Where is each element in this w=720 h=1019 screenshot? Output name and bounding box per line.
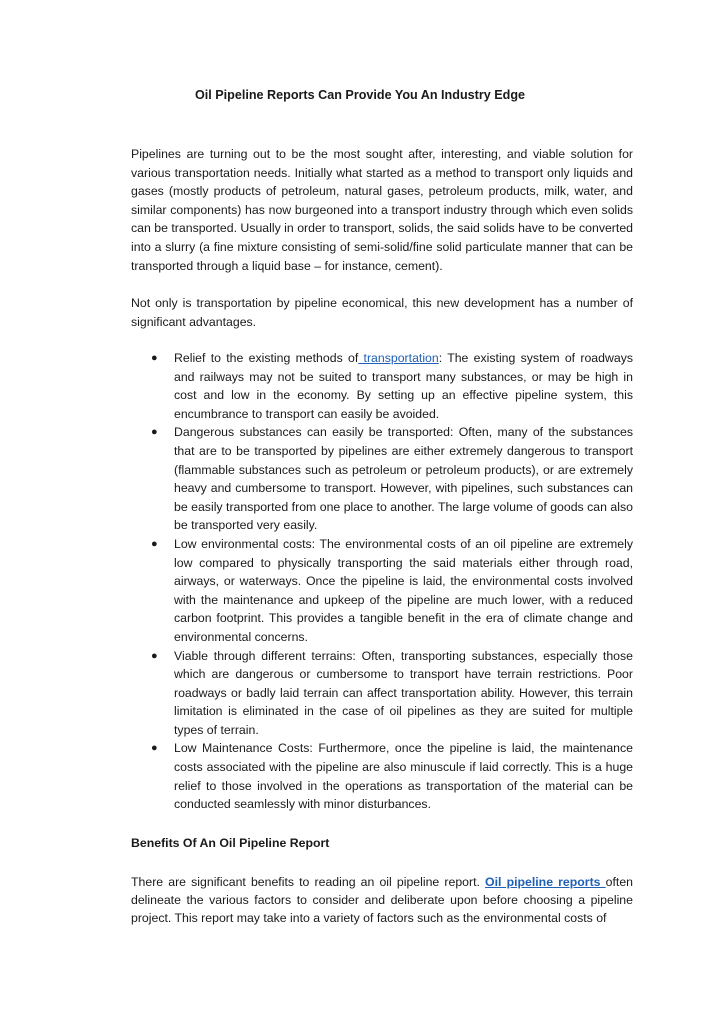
benefits-text-before: There are significant benefits to reading an oil pipeline report. [131, 875, 486, 889]
list-item [131, 647, 633, 740]
document-title: Oil Pipeline Reports Can Provide You An Industry Edge [194, 88, 526, 102]
list-item [131, 535, 633, 647]
list-item-text: Dangerous substances can easily be transported: Often, many of the substances that are to be transported by pipelines are either extremely dangerous to transport (flammable substances such as petroleum or petroleum products), or are extremely heavy and cumbersome to transport. However, with pipelines, such substances can be easily transported from one place to another. The large volume of goods can also be transported very easily. [174, 425, 633, 533]
benefits-paragraph [131, 873, 633, 927]
list-item [131, 349, 633, 423]
list-item-text: Viable through different terrains: Often, transporting substances, especially those which are dangerous or cumbersome to transport have terrain restrictions. Poor roadways or badly laid terrain can affect transportation ability. However, this terrain limitation is eliminated in the case of oil pipelines as they are suited for multiple types of terrain. [174, 648, 633, 737]
intro-paragraph: Pipelines are turning out to be the most sought after, interesting, and viable solution for various transportation needs. Initially what started as a method to transport only liquids and gases (mostly products of petroleum, natural gases, petroleum products, milk, water, and similar components) has now burgeoned into a transport industry through which even solids can be transported. Usually in order to transport, solids, the said solids have to be converted into a slurry (a fine mixture consisting of semi-solid/fine solid particulate manner that can be transported through a liquid base – for instance, cement). [131, 147, 633, 273]
benefits-heading: Benefits Of An Oil Pipeline Report [131, 836, 330, 850]
bullet-icon: ● [151, 537, 158, 550]
bullet-icon: ● [151, 649, 158, 662]
oil-pipeline-reports-link[interactable]: Oil pipeline reports [485, 875, 606, 889]
bullet-icon: ● [151, 352, 158, 364]
bullet-icon: ● [151, 742, 158, 755]
list-item-text: Low environmental costs: The environmental costs of an oil pipeline are extremely low compared to physically transporting the said materials either through road, airways, or waterways. Once the pipeline is laid, the environmental costs involved with the maintenance and upkeep of the pipeline are much lower, with a reduced carbon footprint. This provides a tangible benefit in the era of climate change and environmental concerns. [174, 536, 633, 644]
bullet-icon: ● [151, 426, 158, 439]
list-item [131, 423, 633, 535]
list-item-text: Low Maintenance Costs: Furthermore, once the pipeline is laid, the maintenance costs associated with the pipeline are also minuscule if laid correctly. This is a huge relief to those involved in the operations as transportation of the material can be conducted seamlessly with minor disturbances. [174, 741, 633, 812]
list-item-text: : The existing system of roadways and railways may not be suited to transport many substances, or may be high in cost and low in the economy. By setting up an effective pipeline system, this encumbrance to transport can easily be avoided. [174, 351, 633, 421]
list-item [131, 739, 633, 813]
list-item-text: Relief to the existing methods of [174, 351, 359, 365]
transportation-link[interactable]: transportation [358, 351, 439, 365]
advantages-intro-paragraph: Not only is transportation by pipeline economical, this new development has a number of significant advantages. [131, 296, 633, 329]
advantages-list [131, 349, 633, 814]
benefits-text-after: often delineate the various factors to consider and deliberate upon before choosing a pipeline project. This report may take into a variety of factors such as the environmental costs of [131, 875, 633, 925]
